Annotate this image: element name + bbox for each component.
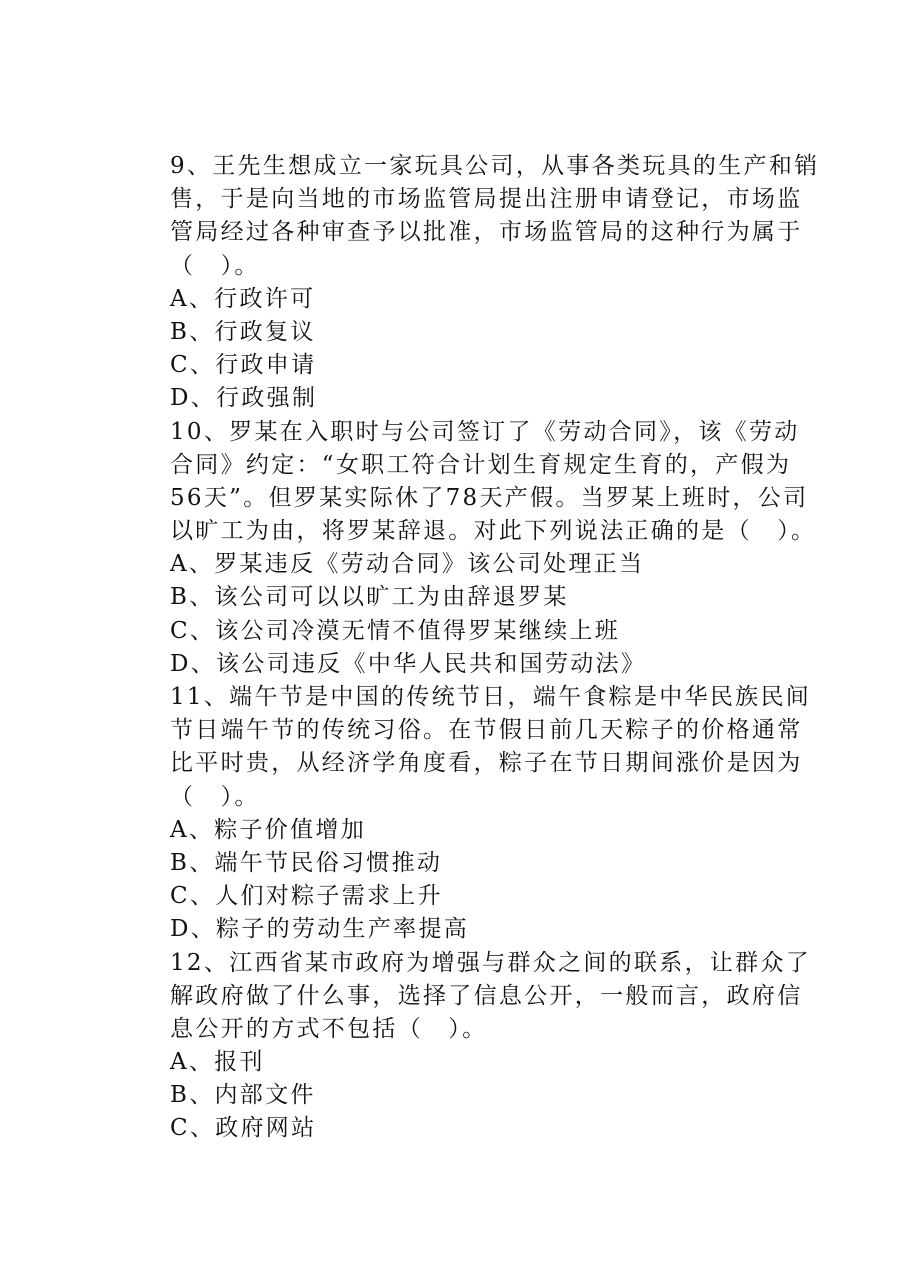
question-11 xyxy=(170,681,810,947)
question-text-line: 解政府做了什么事，选择了信息公开，一般而言，政府信 xyxy=(170,982,803,1009)
question-text-line: 10、罗某在入职时与公司签订了《劳动合同》，该《劳动 xyxy=(170,418,800,445)
option-c: C、政府网站 xyxy=(170,1115,317,1142)
option-b: B、内部文件 xyxy=(170,1082,316,1109)
option-c: C、该公司冷漠无情不值得罗某继续上班 xyxy=(170,617,620,644)
option-a: A、报刊 xyxy=(170,1049,265,1076)
option-d: D、粽子的劳动生产率提高 xyxy=(170,916,470,943)
question-text-line: 售，于是向当地的市场监管局提出注册申请登记，市场监 xyxy=(170,186,803,213)
question-text-line: （ ）。 xyxy=(170,252,260,279)
option-b: B、该公司可以以旷工为由辞退罗某 xyxy=(170,584,569,611)
question-10 xyxy=(170,416,817,682)
question-text-line: 节日端午节的传统习俗。在节假日前几天粽子的价格通常 xyxy=(170,717,803,744)
option-d: D、该公司违反《中华人民共和国劳动法》 xyxy=(170,650,647,677)
question-text-line: 56天”。但罗某实际休了78天产假。当罗某上班时，公司 xyxy=(170,484,809,511)
option-b: B、端午节民俗习惯推动 xyxy=(170,849,443,876)
question-text-line: （ ）。 xyxy=(170,783,260,810)
option-a: A、行政许可 xyxy=(170,285,316,312)
question-text-line: 9、王先生想成立一家玩具公司，从事各类玩具的生产和销 xyxy=(170,153,820,179)
question-text-line: 息公开的方式不包括（ ）。 xyxy=(170,1015,488,1042)
question-text-line: 以旷工为由，将罗某辞退。对此下列说法正确的是（ ）。 xyxy=(170,518,817,545)
option-a: A、粽子价值增加 xyxy=(170,816,367,843)
question-9 xyxy=(170,150,820,416)
question-text-line: 11、端午节是中国的传统节日，端午食粽是中华民族民间 xyxy=(170,684,812,710)
question-text-line: 合同》约定：“女职工符合计划生育规定生育的，产假为 xyxy=(170,451,792,478)
question-text-line: 管局经过各种审查予以批准，市场监管局的这种行为属于 xyxy=(170,219,803,246)
option-d: D、行政强制 xyxy=(170,385,318,412)
option-c: C、人们对粽子需求上升 xyxy=(170,883,443,910)
question-text-line: 12、江西省某市政府为增强与群众之间的联系，让群众了 xyxy=(170,949,812,976)
option-a: A、罗某违反《劳动合同》该公司处理正当 xyxy=(170,551,645,578)
question-text-line: 比平时贵，从经济学角度看，粽子在节日期间涨价是因为 xyxy=(170,750,803,777)
option-b: B、行政复议 xyxy=(170,318,316,345)
option-c: C、行政申请 xyxy=(170,352,317,379)
question-12 xyxy=(170,947,810,1146)
document-page xyxy=(170,150,820,1146)
